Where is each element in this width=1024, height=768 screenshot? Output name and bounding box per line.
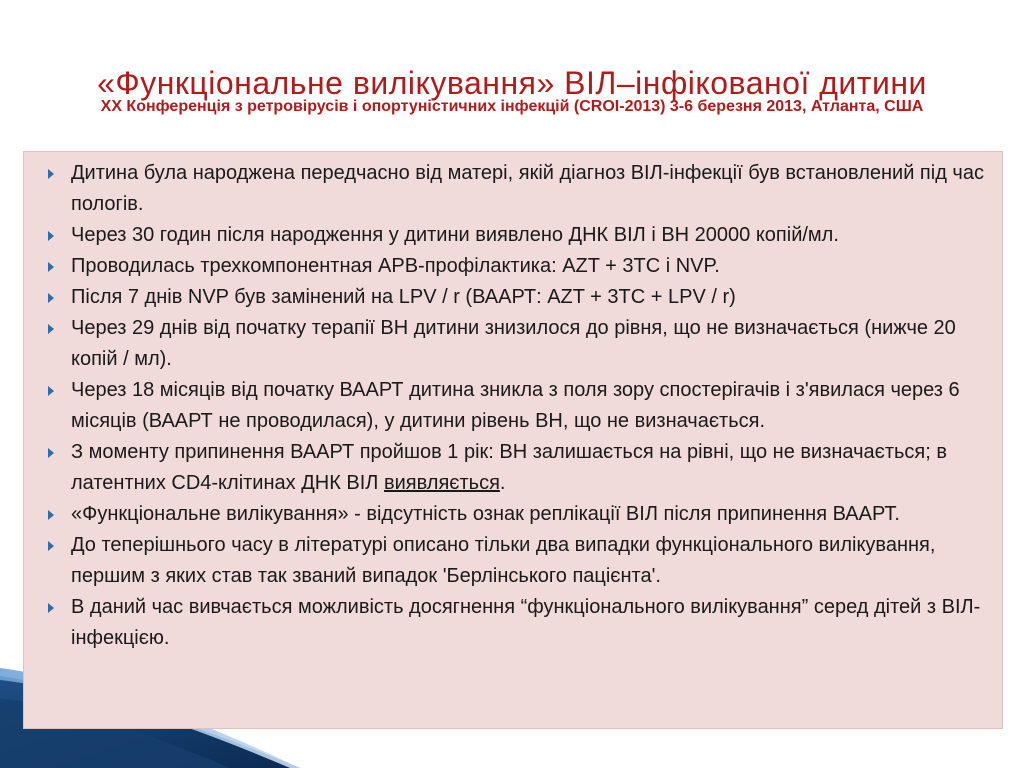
triangle-bullet-icon — [48, 541, 54, 551]
slide-title: «Функціональне вилікування» ВІЛ–інфікованої дитини — [97, 65, 927, 102]
bullet-list — [24, 152, 1002, 654]
bullet-text: До теперішнього часу в літературі описано тільки два випадки функціонального вилікування, першим з яких став так званий випадок 'Берлінського пацієнта'. — [71, 534, 936, 587]
underlined-word: виявляється — [383, 472, 500, 494]
bullet-text: В даний час вивчається можливість досягнення “функціонального вилікування” серед дітей з ВІЛ-інфекцією. — [71, 596, 981, 649]
triangle-bullet-icon — [48, 262, 54, 272]
triangle-bullet-icon — [48, 510, 54, 520]
triangle-bullet-icon — [48, 293, 54, 303]
triangle-bullet-icon — [48, 231, 54, 241]
bullet-item — [24, 158, 990, 220]
content-box — [23, 151, 1003, 729]
bullet-text: «Функціональне вилікування» - відсутність ознак реплікації ВІЛ після припинення ВААРТ. — [71, 503, 900, 525]
triangle-bullet-icon — [48, 386, 54, 396]
bullet-text: Після 7 днів NVP був замінений на LPV / r (ВААРТ: AZT + 3TC + LPV / r) — [71, 286, 736, 308]
bullet-item — [24, 375, 990, 437]
bullet-item — [24, 251, 990, 282]
triangle-bullet-icon — [48, 324, 54, 334]
bullet-text-end: . — [499, 472, 506, 494]
bullet-text: З моменту припинення ВААРТ пройшов 1 рік: ВН залишається на рівні, що не визначається; в латентних CD4-клітинах ДНК ВІЛ — [71, 441, 947, 494]
bullet-item — [24, 499, 990, 530]
bullet-item — [24, 592, 990, 654]
bullet-item — [24, 530, 990, 592]
bullet-item — [24, 282, 990, 313]
bullet-text: Через 30 годин після народження у дитини виявлено ДНК ВІЛ і ВН 20000 копій/мл. — [71, 224, 839, 246]
bullet-text: Через 29 днів від початку терапії ВН дитини знизилося до рівня, що не визначається (нижче 20 копій / мл). — [71, 317, 956, 370]
bullet-item — [24, 437, 990, 499]
triangle-bullet-icon — [48, 448, 54, 458]
bullet-text: Дитина була народжена передчасно від матері, якій діагноз ВІЛ-інфекції був встановлений під час пологів. — [71, 162, 984, 215]
bullet-text: Проводилась трехкомпонентная АРВ-профілактика: AZT + 3TC і NVP. — [71, 255, 720, 277]
bullet-item — [24, 220, 990, 251]
bullet-text: Через 18 місяців від початку ВААРТ дитина зникла з поля зору спостерігачів і з'явилася через 6 місяців (ВААРТ не проводилася), у дитини рівень ВН, що не визначається. — [71, 379, 960, 432]
slide-subtitle: XX Конференція з ретровірусів і опортуністичних інфекцій (CROI-2013) 3-6 березня 2013, Атланта, США — [100, 98, 924, 115]
triangle-bullet-icon — [48, 603, 54, 613]
triangle-bullet-icon — [48, 169, 54, 179]
bullet-item — [24, 313, 990, 375]
